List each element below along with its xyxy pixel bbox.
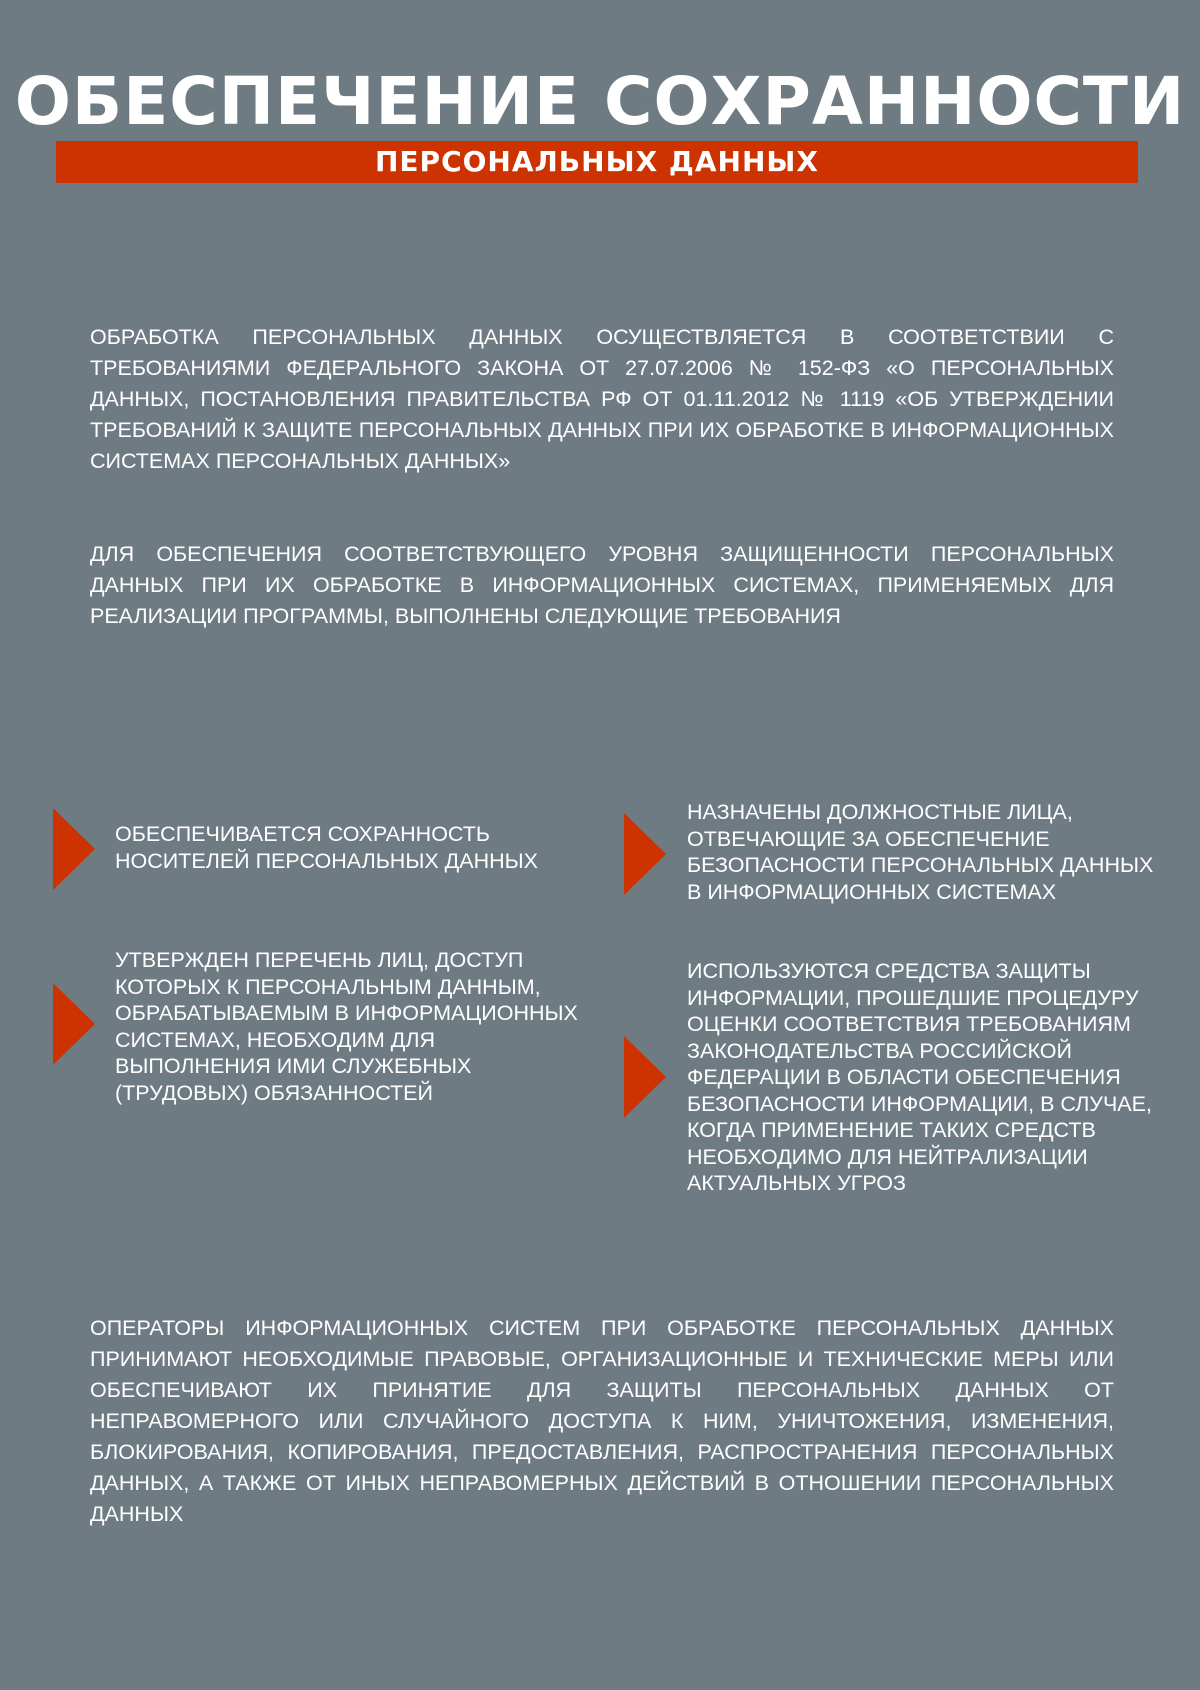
- triangle-arrow-right-icon: [624, 1036, 666, 1118]
- triangle-arrow-right-icon: [53, 808, 95, 890]
- page-title: ОБЕСПЕЧЕНИЕ СОХРАННОСТИ: [14, 63, 1186, 140]
- triangle-arrow-right-icon: [624, 813, 666, 895]
- requirement-item-1: ОБЕСПЕЧИВАЕТСЯ СОХРАННОСТЬ НОСИТЕЛЕЙ ПЕРСОНАЛЬНЫХ ДАННЫХ: [115, 822, 539, 873]
- intro-paragraph-2: ДЛЯ ОБЕСПЕЧЕНИЯ СООТВЕТСТВУЮЩЕГО УРОВНЯ ЗАЩИЩЕННОСТИ ПЕРСОНАЛЬНЫХ ДАННЫХ ПРИ ИХ ОБРАБОТКЕ В ИНФОРМАЦИОННЫХ СИСТЕМАХ, ПРИМЕНЯЕМЫХ ДЛЯ РЕАЛИЗАЦИИ ПРОГРАММЫ, ВЫПОЛНЕНЫ СЛЕДУЮЩИЕ ТРЕБОВАНИЯ: [90, 542, 1114, 628]
- requirement-item-3: УТВЕРЖДЕН ПЕРЕЧЕНЬ ЛИЦ, ДОСТУП КОТОРЫХ К ПЕРСОНАЛЬНЫМ ДАННЫМ, ОБРАБАТЫВАЕМЫМ В ИНФОРМАЦИОННЫХ СИСТЕМАХ, НЕОБХОДИМ ДЛЯ ВЫПОЛНЕНИЯ ИМИ СЛУЖЕБНЫХ (ТРУДОВЫХ) ОБЯЗАННОСТЕЙ: [115, 948, 578, 1105]
- intro-paragraph-1: ОБРАБОТКА ПЕРСОНАЛЬНЫХ ДАННЫХ ОСУЩЕСТВЛЯЕТСЯ В СООТВЕТСТВИИ С ТРЕБОВАНИЯМИ ФЕДЕРАЛЬНОГО ЗАКОНА ОТ 27.07.2006 № 152-ФЗ «О ПЕРСОНАЛЬНЫХ ДАННЫХ, ПОСТАНОВЛЕНИЯ ПРАВИТЕЛЬСТВА РФ ОТ 01.11.2012 № 1119 «ОБ УТВЕРЖДЕНИИ ТРЕБОВАНИЙ К ЗАЩИТЕ ПЕРСОНАЛЬНЫХ ДАННЫХ ПРИ ИХ ОБРАБОТКЕ В ИНФОРМАЦИОННЫХ СИСТЕМАХ ПЕРСОНАЛЬНЫХ ДАННЫХ»: [90, 325, 1114, 473]
- triangle-arrow-right-icon: [53, 983, 95, 1065]
- requirement-item-4: ИСПОЛЬЗУЮТСЯ СРЕДСТВА ЗАЩИТЫ ИНФОРМАЦИИ, ПРОШЕДШИЕ ПРОЦЕДУРУ ОЦЕНКИ СООТВЕТСТВИЯ ТРЕБОВАНИЯМ ЗАКОНОДАТЕЛЬСТВА РОССИЙСКОЙ ФЕДЕРАЦИИ В ОБЛАСТИ ОБЕСПЕЧЕНИЯ БЕЗОПАСНОСТИ ИНФОРМАЦИИ, В СЛУЧАЕ, КОГДА ПРИМЕНЕНИЕ ТАКИХ СРЕДСТВ НЕОБХОДИМО ДЛЯ НЕЙТРАЛИЗАЦИИ АКТУАЛЬНЫХ УГРОЗ: [687, 959, 1152, 1195]
- closing-paragraph: ОПЕРАТОРЫ ИНФОРМАЦИОННЫХ СИСТЕМ ПРИ ОБРАБОТКЕ ПЕРСОНАЛЬНЫХ ДАННЫХ ПРИНИМАЮТ НЕОБХОДИМЫЕ ПРАВОВЫЕ, ОРГАНИЗАЦИОННЫЕ И ТЕХНИЧЕСКИЕ МЕРЫ ИЛИ ОБЕСПЕЧИВАЮТ ИХ ПРИНЯТИЕ ДЛЯ ЗАЩИТЫ ПЕРСОНАЛЬНЫХ ДАННЫХ ОТ НЕПРАВОМЕРНОГО ИЛИ СЛУЧАЙНОГО ДОСТУПА К НИМ, УНИЧТОЖЕНИЯ, ИЗМЕНЕНИЯ, БЛОКИРОВАНИЯ, КОПИРОВАНИЯ, ПРЕДОСТАВЛЕНИЯ, РАСПРОСТРАНЕНИЯ ПЕРСОНАЛЬНЫХ ДАННЫХ, А ТАКЖЕ ОТ ИНЫХ НЕПРАВОМЕРНЫХ ДЕЙСТВИЙ В ОТНОШЕНИИ ПЕРСОНАЛЬНЫХ ДАННЫХ: [90, 1316, 1114, 1526]
- requirement-item-2: НАЗНАЧЕНЫ ДОЛЖНОСТНЫЕ ЛИЦА, ОТВЕЧАЮЩИЕ ЗА ОБЕСПЕЧЕНИЕ БЕЗОПАСНОСТИ ПЕРСОНАЛЬНЫХ ДАННЫХ В ИНФОРМАЦИОННЫХ СИСТЕМАХ: [687, 800, 1154, 904]
- subtitle-banner: [56, 141, 1138, 183]
- page-subtitle: ПЕРСОНАЛЬНЫХ ДАННЫХ: [375, 145, 819, 178]
